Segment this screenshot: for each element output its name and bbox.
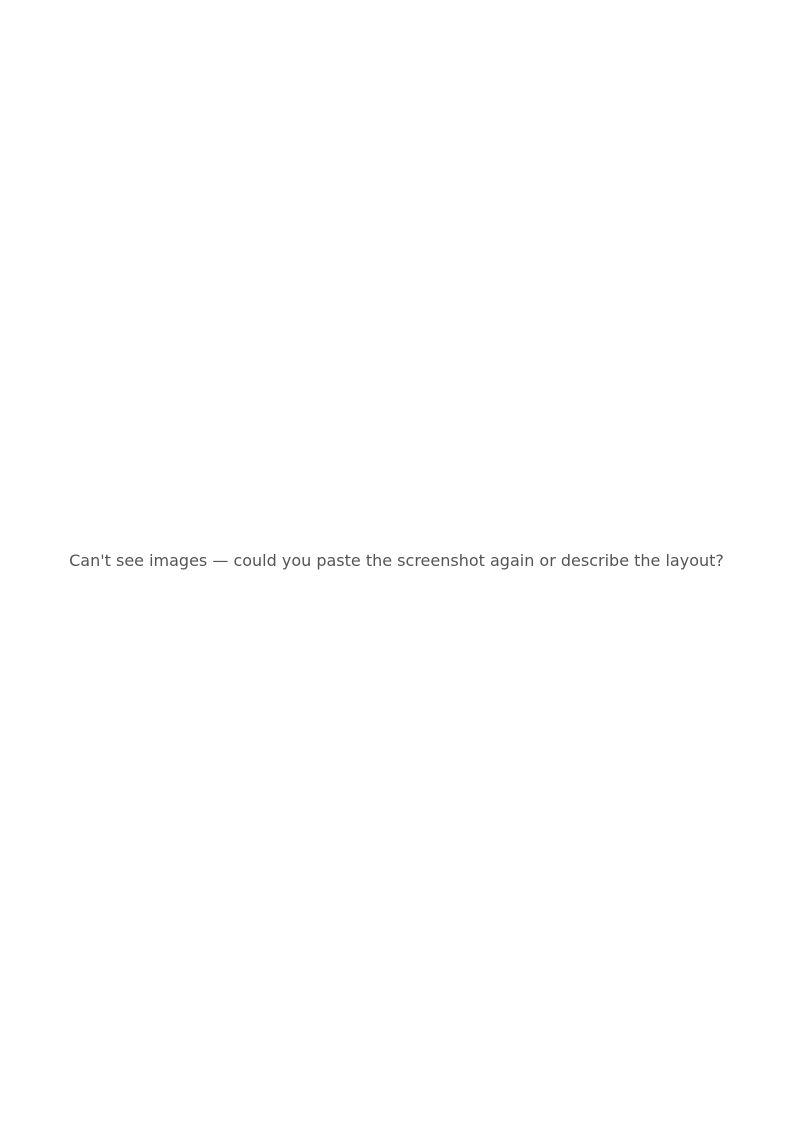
- status-message: Can't see images — could you paste the screenshot again or describe the layout?: [69, 551, 724, 570]
